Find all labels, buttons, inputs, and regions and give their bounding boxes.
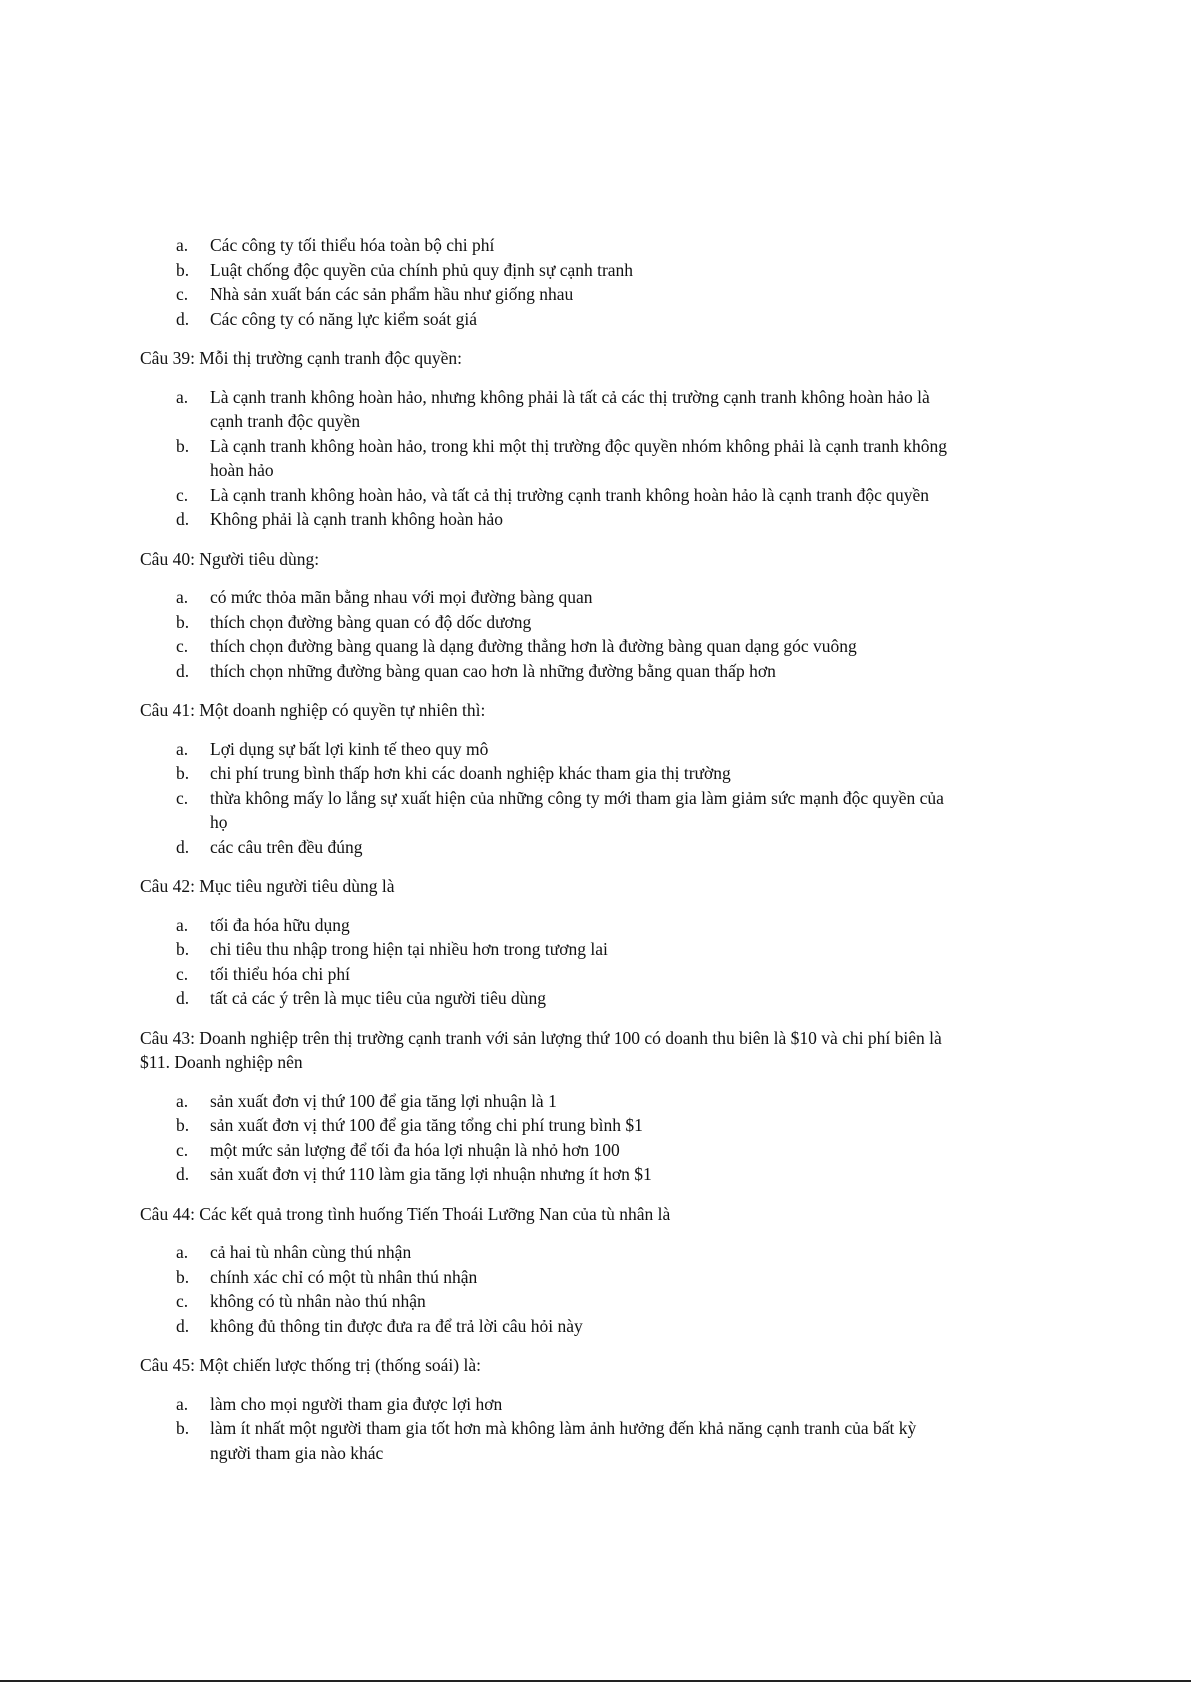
- question-option-list: [140, 1089, 960, 1187]
- option-item: [140, 786, 960, 835]
- option-item: [140, 258, 960, 283]
- option-item: [140, 1138, 960, 1163]
- option-text: làm ít nhất một người tham gia tốt hơn mà không làm ảnh hưởng đến khả năng cạnh tranh của bất kỳ người tham gia nào khác: [210, 1418, 917, 1463]
- option-letter: d.: [176, 308, 190, 329]
- option-text: Các công ty có năng lực kiểm soát giá: [210, 308, 478, 329]
- option-letter: d.: [176, 1164, 190, 1184]
- option-text: cả hai tù nhân cùng thú nhận: [210, 1242, 412, 1262]
- option-letter: a.: [176, 914, 189, 935]
- option-item: [140, 937, 960, 962]
- option-text: Lợi dụng sự bất lợi kinh tế theo quy mô: [210, 738, 489, 759]
- option-item: [140, 507, 960, 532]
- option-letter: c.: [176, 787, 189, 808]
- option-letter: c.: [176, 484, 189, 505]
- question-title: Câu 39: Mỗi thị trường cạnh tranh độc quyền:: [140, 348, 463, 368]
- option-item: [140, 307, 960, 332]
- option-item: [140, 737, 960, 762]
- option-text: chính xác chỉ có một tù nhân thú nhận: [210, 1266, 478, 1287]
- question-title: Câu 45: Một chiến lược thống trị (thống soái) là:: [140, 1355, 481, 1375]
- option-letter: a.: [176, 235, 189, 255]
- option-letter: d.: [176, 660, 190, 681]
- option-item: [140, 761, 960, 786]
- option-text: tối thiểu hóa chi phí: [210, 963, 350, 984]
- option-letter: a.: [176, 1242, 189, 1262]
- option-text: các câu trên đều đúng: [210, 836, 363, 857]
- question-option-list: [140, 585, 960, 683]
- option-item: [140, 585, 960, 610]
- option-letter: b.: [176, 1266, 190, 1287]
- option-text: sản xuất đơn vị thứ 100 để gia tăng lợi nhuận là 1: [210, 1090, 557, 1111]
- option-text: Không phải là cạnh tranh không hoàn hảo: [210, 509, 504, 529]
- option-item: [140, 233, 960, 258]
- option-letter: a.: [176, 1393, 189, 1414]
- option-letter: d.: [176, 836, 190, 857]
- option-text: Là cạnh tranh không hoàn hảo, nhưng không phải là tất cả các thị trường cạnh tranh không hoàn hảo là cạnh tranh độc quyền: [210, 386, 930, 431]
- option-item: [140, 483, 960, 508]
- option-letter: c.: [176, 636, 189, 656]
- option-item: [140, 1162, 960, 1187]
- option-letter: a.: [176, 738, 189, 759]
- intro-option-list: [140, 233, 960, 331]
- option-item: [140, 1392, 960, 1417]
- question-option-list: [140, 913, 960, 1011]
- option-item: [140, 913, 960, 938]
- question-title: Câu 40: Người tiêu dùng:: [140, 548, 320, 569]
- option-letter: b.: [176, 611, 190, 632]
- option-text: không có tù nhân nào thú nhận: [210, 1291, 426, 1311]
- option-letter: c.: [176, 963, 189, 984]
- option-text: sản xuất đơn vị thứ 110 làm gia tăng lợi nhuận nhưng ít hơn $1: [210, 1164, 652, 1184]
- option-item: [140, 282, 960, 307]
- option-letter: b.: [176, 763, 190, 783]
- question-title: Câu 42: Mục tiêu người tiêu dùng là: [140, 876, 395, 896]
- option-letter: a.: [176, 386, 189, 407]
- option-text: có mức thỏa mãn bằng nhau với mọi đường bàng quan: [210, 587, 593, 607]
- option-text: thích chọn những đường bàng quan cao hơn là những đường bằng quan thấp hơn: [210, 660, 776, 681]
- question-title: Câu 43: Doanh nghiệp trên thị trường cạnh tranh với sản lượng thứ 100 có doanh thu biên là $10 và chi phí biên là $11. Doanh nghiệp nên: [140, 1027, 942, 1072]
- option-item: [140, 1289, 960, 1314]
- page-bottom-rule: [0, 1680, 1191, 1682]
- question-title: Câu 44: Các kết quả trong tình huống Tiến Thoái Lưỡng Nan của tù nhân là: [140, 1203, 671, 1224]
- option-letter: d.: [176, 509, 190, 529]
- option-text: chi tiêu thu nhập trong hiện tại nhiều hơn trong tương lai: [210, 939, 608, 959]
- option-letter: b.: [176, 259, 190, 280]
- option-letter: a.: [176, 1090, 189, 1111]
- option-item: [140, 1240, 960, 1265]
- option-letter: b.: [176, 435, 190, 456]
- question-option-list: [140, 1240, 960, 1338]
- option-text: thích chọn đường bàng quan có độ dốc dương: [210, 611, 532, 632]
- option-text: Luật chống độc quyền của chính phủ quy định sự cạnh tranh: [210, 259, 634, 280]
- option-item: [140, 659, 960, 684]
- question-content: [140, 233, 960, 1465]
- option-item: [140, 434, 960, 483]
- option-item: [140, 1416, 960, 1465]
- option-letter: b.: [176, 1418, 190, 1438]
- option-text: tối đa hóa hữu dụng: [210, 914, 350, 935]
- option-text: Là cạnh tranh không hoàn hảo, và tất cả thị trường cạnh tranh không hoàn hảo là cạnh tranh độc quyền: [210, 484, 929, 505]
- option-item: [140, 610, 960, 635]
- option-text: tất cả các ý trên là mục tiêu của người tiêu dùng: [210, 988, 547, 1008]
- option-text: Nhà sản xuất bán các sản phẩm hầu như giống nhau: [210, 284, 574, 304]
- option-letter: d.: [176, 988, 190, 1008]
- option-item: [140, 385, 960, 434]
- option-item: [140, 1113, 960, 1138]
- option-letter: b.: [176, 1115, 190, 1135]
- option-letter: c.: [176, 1291, 189, 1311]
- option-text: thích chọn đường bàng quang là dạng đường thẳng hơn là đường bàng quan dạng góc vuông: [210, 636, 857, 656]
- question-option-list: [140, 737, 960, 860]
- question-option-list: [140, 1392, 960, 1466]
- option-item: [140, 634, 960, 659]
- option-text: thừa không mấy lo lắng sự xuất hiện của những công ty mới tham gia làm giảm sức mạnh độc quyền của họ: [210, 787, 944, 832]
- option-item: [140, 1089, 960, 1114]
- option-letter: b.: [176, 939, 190, 959]
- question-title: Câu 41: Một doanh nghiệp có quyền tự nhiên thì:: [140, 700, 486, 720]
- option-text: sản xuất đơn vị thứ 100 để gia tăng tổng chi phí trung bình $1: [210, 1115, 643, 1135]
- option-item: [140, 1265, 960, 1290]
- option-text: làm cho mọi người tham gia được lợi hơn: [210, 1393, 503, 1414]
- option-letter: c.: [176, 284, 189, 304]
- option-text: một mức sản lượng để tối đa hóa lợi nhuận là nhỏ hơn 100: [210, 1139, 620, 1160]
- option-item: [140, 962, 960, 987]
- option-item: [140, 986, 960, 1011]
- option-letter: c.: [176, 1139, 189, 1160]
- option-letter: a.: [176, 587, 189, 607]
- option-text: Các công ty tối thiểu hóa toàn bộ chi phí: [210, 235, 495, 255]
- option-letter: d.: [176, 1315, 190, 1336]
- question-option-list: [140, 385, 960, 532]
- option-text: chi phí trung bình thấp hơn khi các doanh nghiệp khác tham gia thị trường: [210, 763, 731, 783]
- option-item: [140, 1314, 960, 1339]
- option-item: [140, 835, 960, 860]
- option-text: không đủ thông tin được đưa ra để trả lời câu hỏi này: [210, 1315, 583, 1336]
- option-text: Là cạnh tranh không hoàn hảo, trong khi một thị trường độc quyền nhóm không phải là cạnh tranh không hoàn hảo: [210, 435, 948, 480]
